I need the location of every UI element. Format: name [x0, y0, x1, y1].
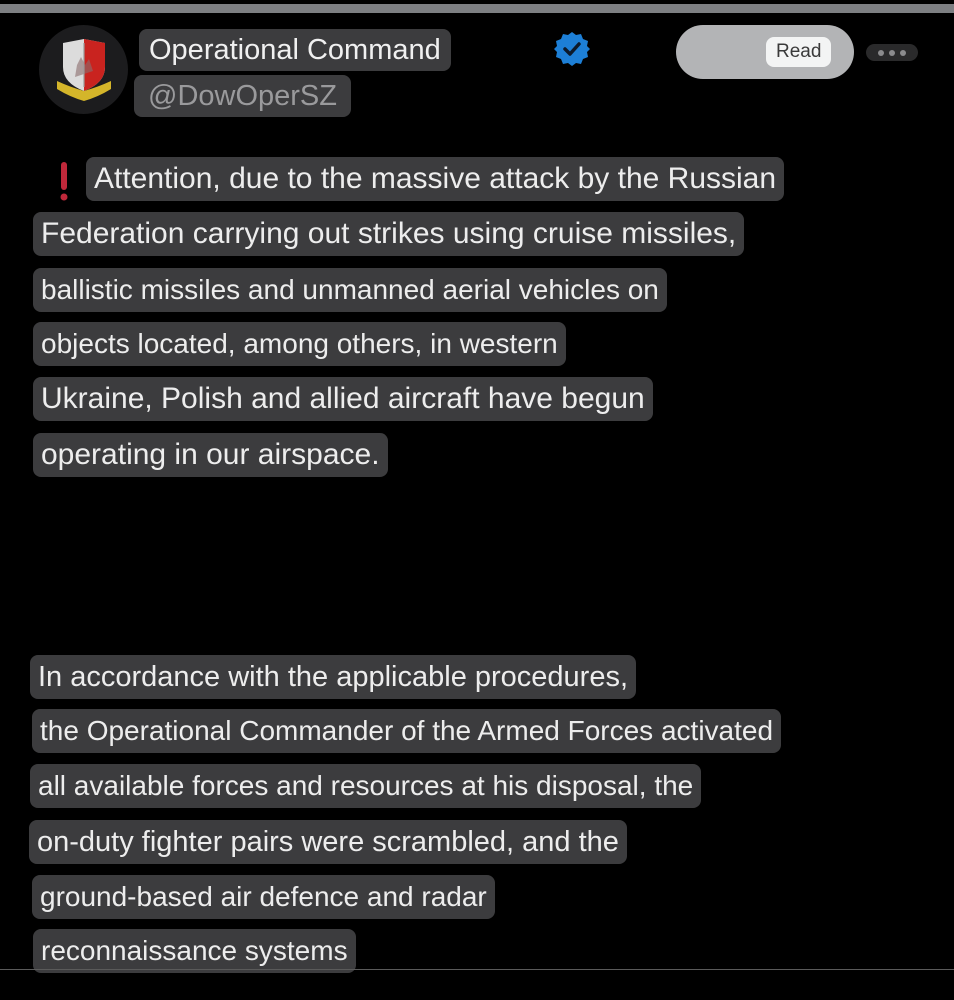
post-text-line: Ukraine, Polish and allied aircraft have begun — [33, 377, 653, 421]
post-text-line: all available forces and resources at his disposal, the — [30, 764, 701, 808]
author-handle[interactable]: @DowOperSZ — [134, 75, 351, 117]
post-text-line: Federation carrying out strikes using cruise missiles, — [33, 212, 744, 256]
military-crest-icon — [55, 37, 113, 103]
post-text-line: Attention, due to the massive attack by the Russian — [86, 157, 784, 201]
post-text-line: on-duty fighter pairs were scrambled, and the — [29, 820, 627, 864]
post-text-line: the Operational Commander of the Armed Forces activated — [32, 709, 781, 753]
more-horizontal-icon — [900, 50, 906, 56]
post-text-line: operating in our airspace. — [33, 433, 388, 477]
more-options-button[interactable] — [866, 44, 918, 61]
post-text-line: ballistic missiles and unmanned aerial vehicles on — [33, 268, 667, 312]
post-text-line: ground-based air defence and radar — [32, 875, 495, 919]
read-button[interactable]: Read — [766, 37, 831, 67]
divider — [0, 969, 954, 970]
post-text-line: objects located, among others, in western — [33, 322, 566, 366]
post-text-line: In accordance with the applicable procedures, — [30, 655, 636, 699]
more-horizontal-icon — [878, 50, 884, 56]
verified-badge-icon — [553, 30, 591, 68]
top-strip — [0, 4, 954, 13]
more-horizontal-icon — [889, 50, 895, 56]
avatar[interactable] — [39, 25, 128, 114]
author-display-name[interactable]: Operational Command — [139, 29, 451, 71]
exclamation-icon — [59, 160, 69, 202]
post-text-line: reconnaissance systems — [33, 929, 356, 973]
